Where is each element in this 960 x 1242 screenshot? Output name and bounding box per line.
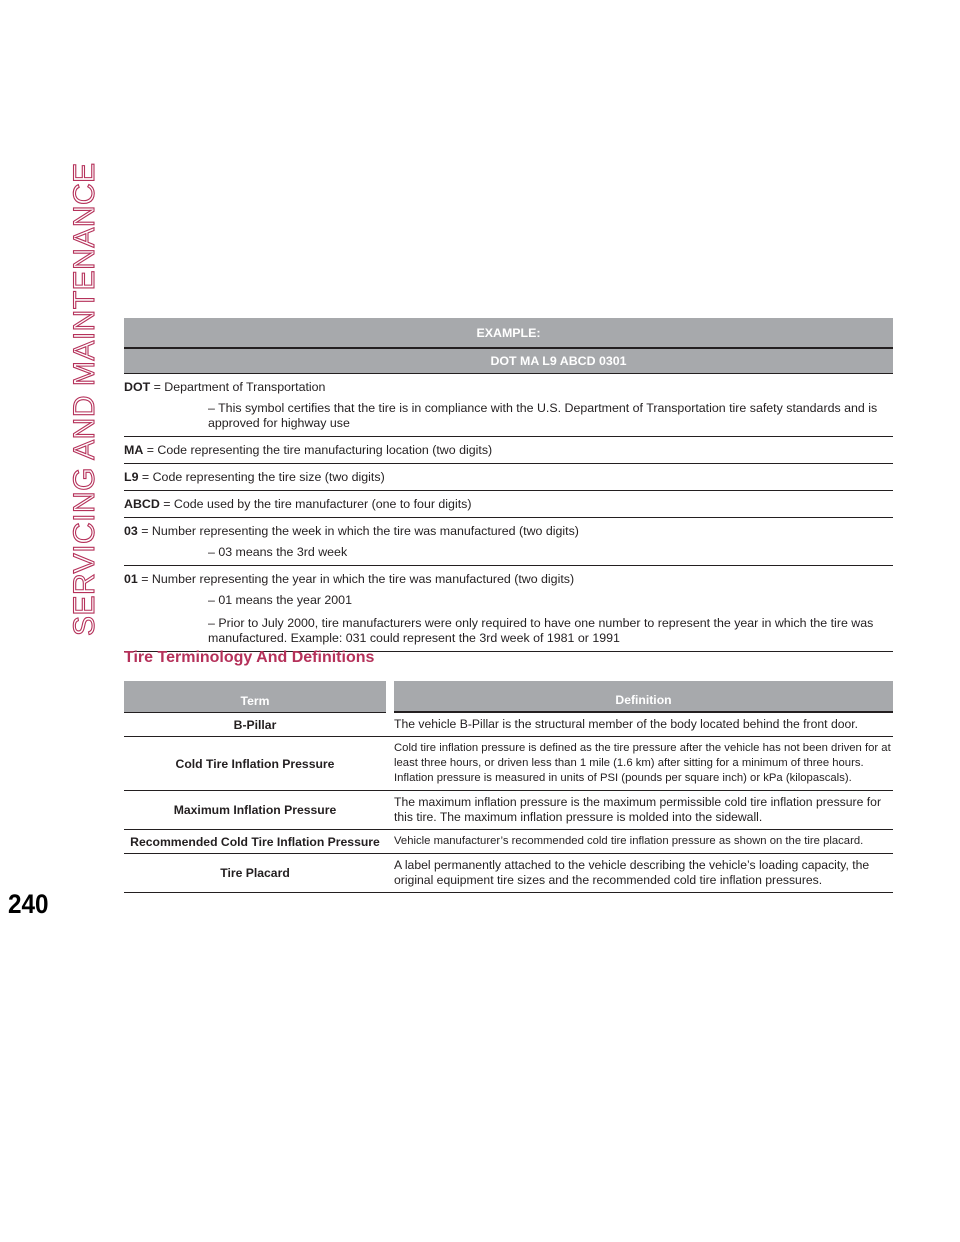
example-code-header: DOT MA L9 ABCD 0301 <box>124 349 893 374</box>
example-row-abcd <box>124 491 893 518</box>
term-cell: B-Pillar <box>233 717 277 732</box>
example-row-01 <box>124 566 893 652</box>
code-note: – 01 means the year 2001 <box>208 593 352 607</box>
code-description: = Code representing the tire manufacturing location (two digits) <box>146 443 493 457</box>
section-heading: Tire Terminology And Definitions <box>124 649 375 666</box>
term-cell: Cold Tire Inflation Pressure <box>175 756 335 771</box>
page-number: 240 <box>8 889 49 919</box>
definition-cell: The maximum inflation pressure is the maximum permissible cold tire inflation pressure for this tire. The maximum inflation pressure is molded into the sidewall. <box>394 795 882 824</box>
definition-cell: Cold tire inflation pressure is defined as the tire pressure after the vehicle has not been driven for at least three hours, or driven less than 1 mile (1.6 km) after sitting for a minimum of three hours. Inflation pressure is measured in units of PSI (pounds per square inch) or kPa (kilopascals). <box>394 742 891 784</box>
code-note: – This symbol certifies that the tire is in compliance with the U.S. Department of Transportation tire safety standards and is approved for highway use <box>208 401 878 430</box>
definition-cell: The vehicle B-Pillar is the structural member of the body located behind the front door. <box>394 717 859 731</box>
table-row <box>124 830 893 854</box>
column-header-definition: Definition <box>394 681 893 713</box>
code-description: = Code used by the tire manufacturer (one to four digits) <box>163 497 472 511</box>
code-note: – Prior to July 2000, tire manufacturers were only required to have one number to represent the year in which the tire was manufactured. Example: 031 could represent the 3rd week of 1981 or 1991 <box>208 616 874 645</box>
table-row <box>124 791 893 830</box>
term-cell: Recommended Cold Tire Inflation Pressure <box>130 834 380 849</box>
code-label: ABCD <box>124 497 160 511</box>
column-header-term: Term <box>124 681 386 713</box>
code-note: – 03 means the 3rd week <box>208 545 348 559</box>
example-row-dot <box>124 374 893 437</box>
definition-cell: A label permanently attached to the vehicle describing the vehicle’s loading capacity, the original equipment tire sizes and the recommended cold tire inflation pressures. <box>394 858 870 887</box>
code-description: = Department of Transportation <box>153 380 326 394</box>
definition-cell: Vehicle manufacturer’s recommended cold tire inflation pressure as shown on the tire placard. <box>394 835 864 847</box>
table-row <box>124 713 893 737</box>
code-label: L9 <box>124 470 139 484</box>
example-row-ma <box>124 437 893 464</box>
code-description: = Number representing the year in which the tire was manufactured (two digits) <box>141 572 575 586</box>
term-cell: Tire Placard <box>220 866 290 880</box>
example-row-03 <box>124 518 893 566</box>
section-side-label: SERVICING AND MAINTENANCE <box>68 162 101 636</box>
example-header: EXAMPLE: <box>124 318 893 349</box>
example-row-l9 <box>124 464 893 491</box>
code-description: = Code representing the tire size (two digits) <box>141 470 385 484</box>
code-label: MA <box>124 443 144 457</box>
term-cell: Maximum Inflation Pressure <box>173 803 337 817</box>
table-header <box>124 681 893 713</box>
table-row <box>124 854 893 893</box>
code-label: 03 <box>124 524 138 538</box>
code-label: 01 <box>124 572 138 586</box>
definitions-table <box>124 681 893 893</box>
code-description: = Number representing the week in which the tire was manufactured (two digits) <box>141 524 579 538</box>
example-table <box>124 318 893 652</box>
table-row <box>124 737 893 791</box>
code-label: DOT <box>124 380 151 394</box>
